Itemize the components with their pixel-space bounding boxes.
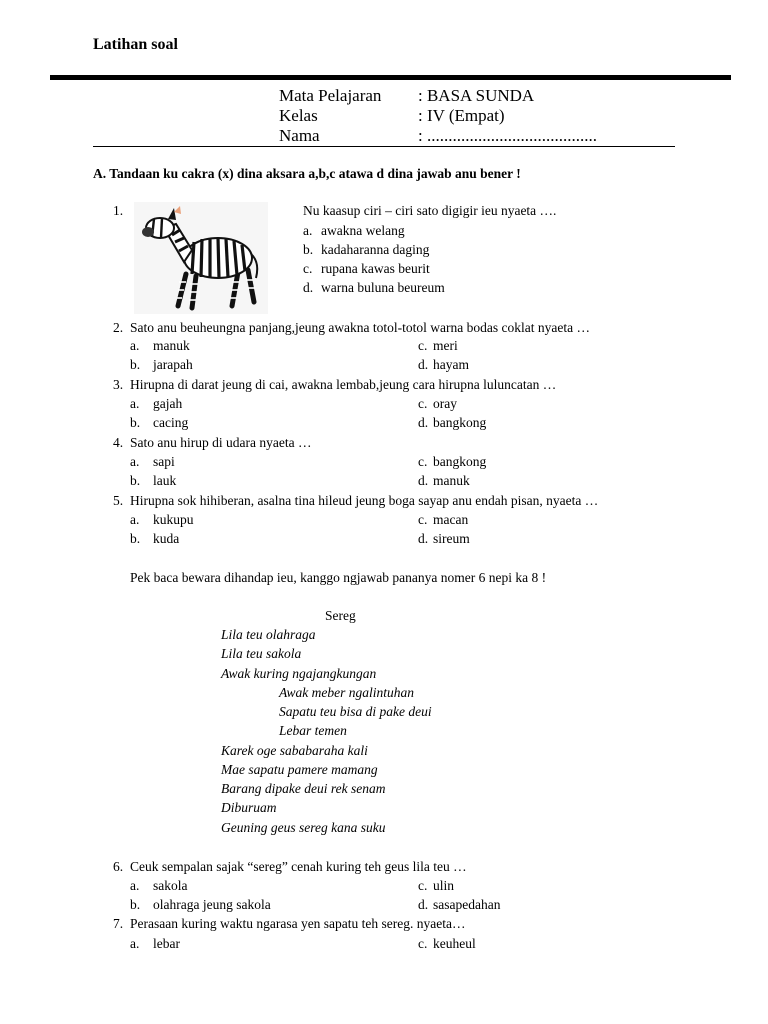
- q7-option-c-letter: c.: [418, 936, 428, 951]
- q1-option-c: rupana kawas beurit: [321, 261, 430, 276]
- q7-option-a-letter: a.: [130, 936, 140, 951]
- poem-line: Barang dipake deui rek senam: [221, 781, 386, 796]
- section-a-instruction: A. Tandaan ku cakra (x) dina aksara a,b,c atawa d dina jawab anu bener !: [93, 166, 521, 181]
- q2-option-c-letter: c.: [418, 338, 428, 353]
- poem-line: Mae sapatu pamere mamang: [221, 762, 378, 777]
- question-2-number: 2.: [113, 320, 124, 335]
- q4-option-a-letter: a.: [130, 454, 140, 469]
- q5-option-b-letter: b.: [130, 531, 141, 546]
- poem-line: Lila teu olahraga: [221, 627, 316, 642]
- q6-option-a-letter: a.: [130, 878, 140, 893]
- question-7-number: 7.: [113, 916, 124, 931]
- question-4-text: Sato anu hirup di udara nyaeta …: [130, 435, 312, 450]
- q1-option-c-letter: c.: [303, 261, 313, 276]
- poem-line: Sapatu teu bisa di pake deui: [279, 704, 432, 719]
- q4-option-b: lauk: [153, 473, 177, 488]
- q3-option-d-letter: d.: [418, 415, 429, 430]
- q4-option-d: manuk: [433, 473, 470, 488]
- q4-option-a: sapi: [153, 454, 175, 469]
- q5-option-d-letter: d.: [418, 531, 429, 546]
- question-3-number: 3.: [113, 377, 124, 392]
- q2-option-d-letter: d.: [418, 357, 429, 372]
- q1-option-b: kadaharanna daging: [321, 242, 430, 257]
- q5-option-a: kukupu: [153, 512, 194, 527]
- zebra-image: [134, 202, 268, 314]
- worksheet-title: Latihan soal: [93, 36, 178, 53]
- q1-option-b-letter: b.: [303, 242, 314, 257]
- poem-line: Karek oge sababaraha kali: [221, 743, 368, 758]
- poem-line: Awak meber ngalintuhan: [279, 685, 414, 700]
- question-3-text: Hirupna di darat jeung di cai, awakna lembab,jeung cara hirupna luluncatan …: [130, 377, 557, 392]
- q5-option-a-letter: a.: [130, 512, 140, 527]
- poem-line: Awak kuring ngajangkungan: [221, 666, 377, 681]
- q2-option-c: meri: [433, 338, 458, 353]
- question-5-text: Hirupna sok hihiberan, asalna tina hileud jeung boga sayap anu endah pisan, nyaeta …: [130, 493, 599, 508]
- q3-option-a-letter: a.: [130, 396, 140, 411]
- question-4-number: 4.: [113, 435, 124, 450]
- q6-option-a: sakola: [153, 878, 188, 893]
- header-divider: [50, 75, 731, 80]
- q3-option-a: gajah: [153, 396, 183, 411]
- poem-line: Lebar temen: [279, 723, 347, 738]
- q6-option-c: ulin: [433, 878, 455, 893]
- q1-option-a: awakna welang: [321, 223, 405, 238]
- q6-option-b-letter: b.: [130, 897, 141, 912]
- question-2-text: Sato anu beuheungna panjang,jeung awakna totol-totol warna bodas coklat nyaeta …: [130, 320, 590, 335]
- q1-option-a-letter: a.: [303, 223, 313, 238]
- question-7-text: Perasaan kuring waktu ngarasa yen sapatu teh sereg. nyaeta…: [130, 916, 466, 931]
- q6-option-b: olahraga jeung sakola: [153, 897, 271, 912]
- poem-title: Sereg: [325, 608, 356, 623]
- q2-option-b-letter: b.: [130, 357, 141, 372]
- poem-line: Diburuam: [221, 800, 277, 815]
- q3-option-d: bangkong: [433, 415, 487, 430]
- q2-option-a: manuk: [153, 338, 190, 353]
- poem-line: Lila teu sakola: [221, 646, 302, 661]
- q4-option-c: bangkong: [433, 454, 487, 469]
- q5-option-c-letter: c.: [418, 512, 428, 527]
- poem-line: Geuning geus sereg kana suku: [221, 820, 386, 835]
- q3-option-b: cacing: [153, 415, 189, 430]
- q4-option-c-letter: c.: [418, 454, 428, 469]
- header-underline: [93, 146, 675, 147]
- q4-option-d-letter: d.: [418, 473, 429, 488]
- q2-option-b: jarapah: [153, 357, 193, 372]
- q3-option-c-letter: c.: [418, 396, 428, 411]
- q5-option-b: kuda: [153, 531, 180, 546]
- q7-option-c: keuheul: [433, 936, 476, 951]
- question-6-text: Ceuk sempalan sajak “sereg” cenah kuring teh geus lila teu …: [130, 859, 467, 874]
- label-class: Kelas: [279, 106, 318, 125]
- value-name: : ........................................: [418, 126, 597, 145]
- q3-option-b-letter: b.: [130, 415, 141, 430]
- label-subject: Mata Pelajaran: [279, 86, 382, 105]
- question-5-number: 5.: [113, 493, 124, 508]
- value-class: : IV (Empat): [418, 106, 505, 125]
- q6-option-c-letter: c.: [418, 878, 428, 893]
- q7-option-a: lebar: [153, 936, 180, 951]
- q6-option-d: sasapedahan: [433, 897, 501, 912]
- q5-option-d: sireum: [433, 531, 470, 546]
- q2-option-d: hayam: [433, 357, 469, 372]
- reading-intro: Pek baca bewara dihandap ieu, kanggo ngjawab pananya nomer 6 nepi ka 8 !: [130, 570, 547, 585]
- q3-option-c: oray: [433, 396, 457, 411]
- question-1-number: 1.: [113, 203, 124, 218]
- q6-option-d-letter: d.: [418, 897, 429, 912]
- q1-option-d-letter: d.: [303, 280, 314, 295]
- q2-option-a-letter: a.: [130, 338, 140, 353]
- q4-option-b-letter: b.: [130, 473, 141, 488]
- value-subject: : BASA SUNDA: [418, 86, 535, 105]
- question-6-number: 6.: [113, 859, 124, 874]
- question-1-text: Nu kaasup ciri – ciri sato digigir ieu nyaeta ….: [303, 203, 557, 218]
- q1-option-d: warna buluna beureum: [321, 280, 445, 295]
- label-name: Nama: [279, 126, 320, 145]
- q5-option-c: macan: [433, 512, 469, 527]
